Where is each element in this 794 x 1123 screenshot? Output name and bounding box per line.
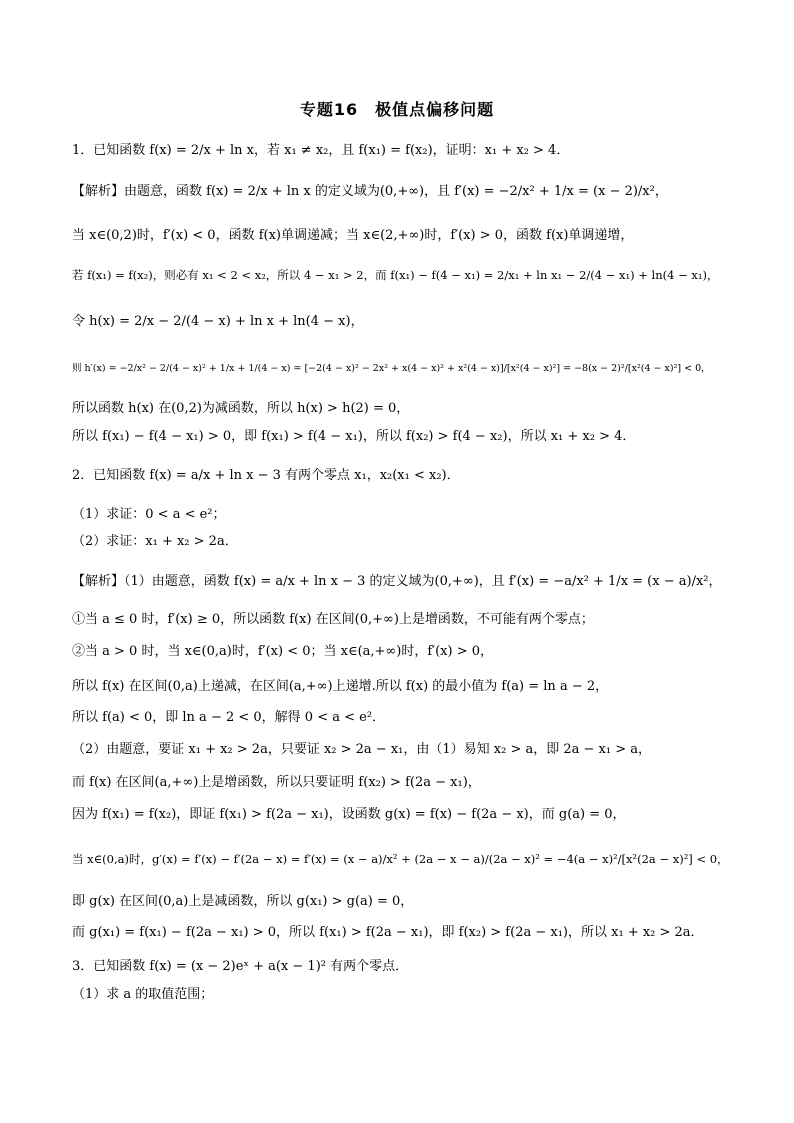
solution-1-line: 当 x∈(0,2)时，f′(x) < 0，函数 f(x)单调递减；当 x∈(2,+∞)时，f′(x) > 0，函数 f(x)单调递增， bbox=[72, 228, 634, 243]
problem-2-statement: 2．已知函数 f(x) = a/x + ln x − 3 有两个零点 x₁，x₂(x₁ < x₂)． bbox=[72, 468, 460, 483]
problem-2-part-2: （2）求证：x₁ + x₂ > 2a． bbox=[72, 534, 238, 549]
problem-3-part-1: （1）求 a 的取值范围； bbox=[72, 987, 214, 1002]
page-title: 专题16 极值点偏移问题 bbox=[299, 100, 495, 119]
solution-2-line: 即 g(x) 在区间(0,a)上是减函数，所以 g(x₁) > g(a) = 0， bbox=[72, 894, 414, 909]
solution-2-line: 而 f(x) 在区间(a,+∞)上是增函数，所以只要证明 f(x₂) > f(2a − x₁)， bbox=[72, 775, 481, 790]
solution-2-line: ①当 a ≤ 0 时，f′(x) ≥ 0，所以函数 f(x) 在区间(0,+∞)上是增函数，不可能有两个零点； bbox=[72, 612, 594, 627]
solution-2-line: 因为 f(x₁) = f(x₂)，即证 f(x₁) > f(2a − x₁)，设函数 g(x) = f(x) − f(2a − x)，而 g(a) = 0， bbox=[72, 807, 626, 822]
solution-1-line: 则 h′(x) = −2/x² − 2/(4 − x)² + 1/x + 1/(4 − x) = [−2(4 − x)² − 2x² + x(4 − x)² + x²(4 − x)]/[x²(4 − x)²] = −8(x − 2)²/[x²(4 − x)²] < 0， bbox=[72, 363, 711, 374]
problem-3-statement: 3．已知函数 f(x) = (x − 2)eˣ + a(x − 1)² 有两个零点． bbox=[72, 959, 409, 974]
solution-1-line: 令 h(x) = 2/x − 2/(4 − x) + ln x + ln(4 − x)， bbox=[72, 314, 364, 329]
solution-1-line: 若 f(x₁) = f(x₂)，则必有 x₁ < 2 < x₂，所以 4 − x₁ > 2，而 f(x₁) − f(4 − x₁) = 2/x₁ + ln x₁ − 2/(4 − x₁) + ln(4 − x₁)， bbox=[72, 268, 719, 282]
solution-1-line: 所以 f(x₁) − f(4 − x₁) > 0，即 f(x₁) > f(4 − x₁)，所以 f(x₂) > f(4 − x₂)，所以 x₁ + x₂ > 4． bbox=[72, 429, 636, 444]
solution-2-line: 所以 f(x) 在区间(0,a)上递减，在区间(a,+∞)上递增.所以 f(x) 的最小值为 f(a) = ln a − 2， bbox=[72, 679, 609, 694]
solution-2-line: 而 g(x₁) = f(x₁) − f(2a − x₁) > 0，所以 f(x₁) > f(2a − x₁)，即 f(x₂) > f(2a − x₁)，所以 x₁ + x₂ > 2a． bbox=[72, 925, 704, 940]
solution-2-line: 当 x∈(0,a)时，g′(x) = f′(x) − f′(2a − x) = f′(x) = (x − a)/x² + (2a − x − a)/(2a − x)² = −4(a − x)²/[x²(2a − x)²] < 0， bbox=[72, 852, 729, 866]
solution-2-line: 【解析】（1）由题意，函数 f(x) = a/x + ln x − 3 的定义域为(0,+∞)，且 f′(x) = −a/x² + 1/x = (x − a)/x²， bbox=[72, 574, 722, 589]
solution-1-line: 【解析】由题意，函数 f(x) = 2/x + ln x 的定义域为(0,+∞)，且 f′(x) = −2/x² + 1/x = (x − 2)/x²， bbox=[72, 184, 668, 199]
solution-2-line: 所以 f(a) < 0，即 ln a − 2 < 0，解得 0 < a < e²． bbox=[72, 710, 386, 725]
solution-2-line: ②当 a > 0 时，当 x∈(0,a)时，f′(x) < 0；当 x∈(a,+∞)时，f′(x) > 0， bbox=[72, 644, 493, 659]
solution-1-line: 所以函数 h(x) 在(0,2)为减函数，所以 h(x) > h(2) = 0， bbox=[72, 401, 410, 416]
problem-1-statement: 1．已知函数 f(x) = 2/x + ln x，若 x₁ ≠ x₂，且 f(x₁) = f(x₂)，证明：x₁ + x₂ > 4． bbox=[72, 143, 570, 158]
solution-2-line: （2）由题意，要证 x₁ + x₂ > 2a，只要证 x₂ > 2a − x₁，由（1）易知 x₂ > a，即 2a − x₁ > a， bbox=[72, 742, 651, 757]
problem-2-part-1: （1）求证：0 < a < e²； bbox=[72, 507, 226, 522]
